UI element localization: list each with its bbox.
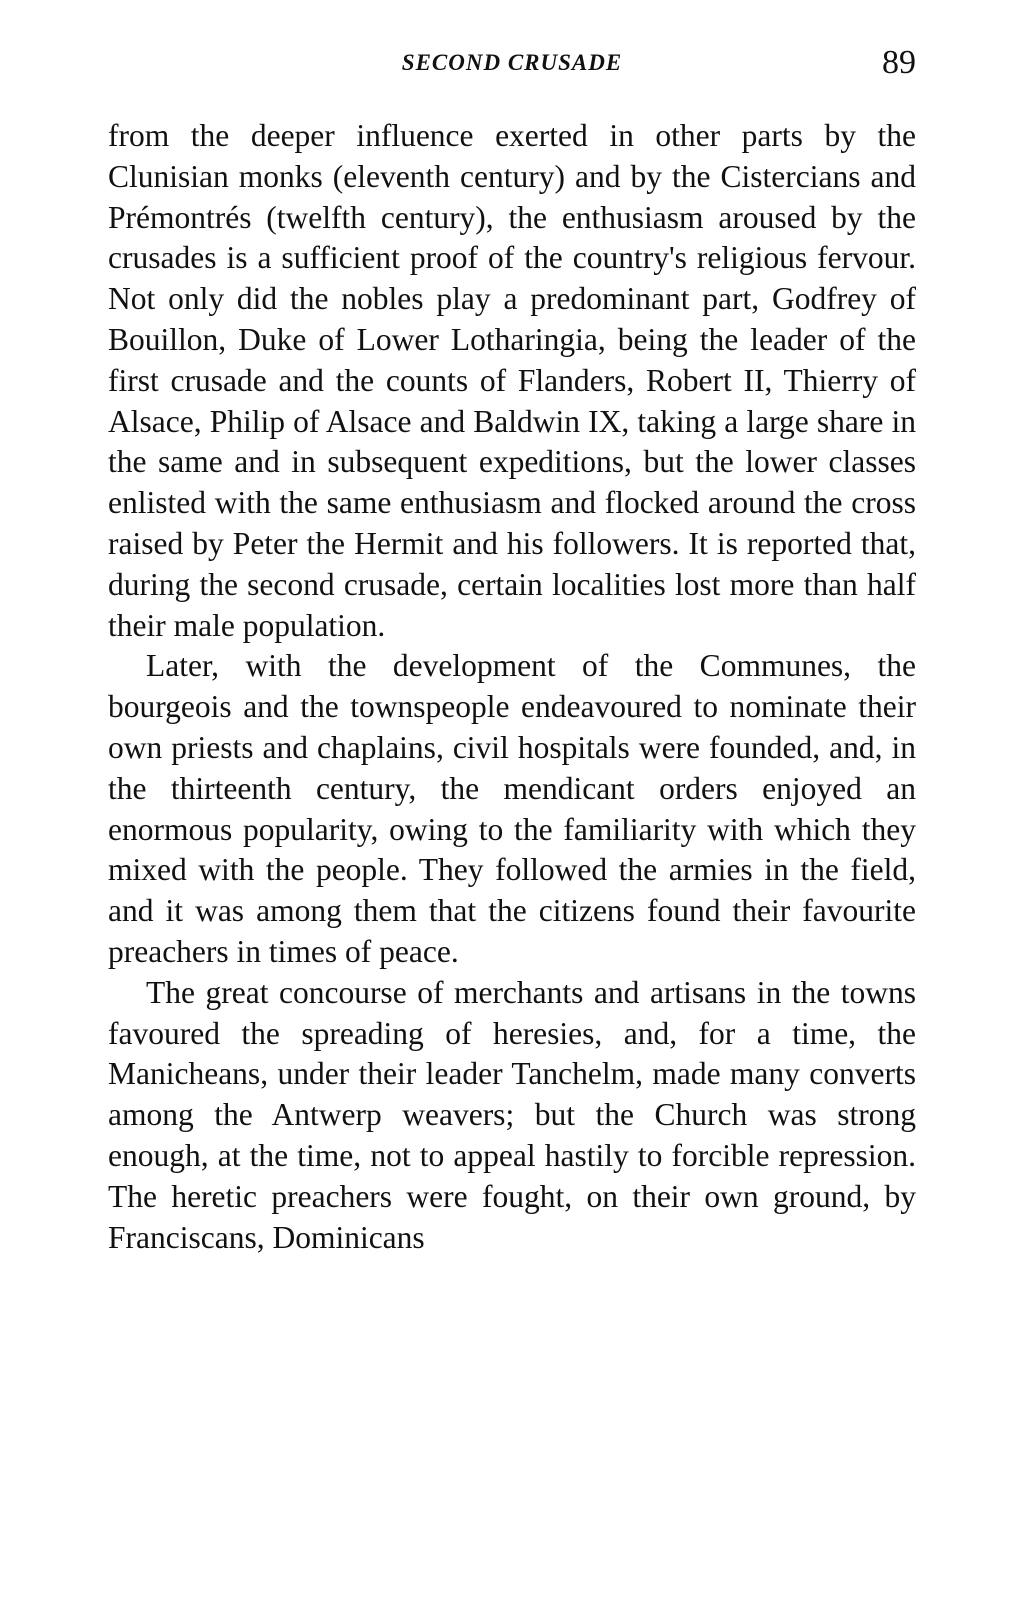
page-number: 89	[882, 44, 916, 81]
paragraph-1: from the deeper influence exerted in other parts by the Clunisian monks (eleventh century) and by the Cistercians and Prémontrés (twelfth century), the enthusiasm aroused by the crusades is a sufficient proof of the country's religious fervour. Not only did the nobles play a predominant part, Godfrey of Bouillon, Duke of Lower Lotharingia, being the leader of the first crusade and the counts of Flanders, Robert II, Thierry of Alsace, Philip of Alsace and Baldwin IX, taking a large share in the same and in subsequent expeditions, but the lower classes enlisted with the same enthusiasm and flocked around the cross raised by Peter the Hermit and his followers. It is reported that, during the second crusade, certain localities lost more than half their male population.	[108, 118, 916, 643]
book-page	[108, 44, 916, 1258]
page-header	[108, 44, 916, 92]
body-text	[108, 116, 916, 1258]
running-head: SECOND CRUSADE	[401, 50, 623, 75]
paragraph-3: The great concourse of merchants and artisans in the towns favoured the spreading of heresies, and, for a time, the Manicheans, under their leader Tanchelm, made many converts among the Antwerp weavers; but the Church was strong enough, at the time, not to appeal hastily to forcible repression. The heretic preachers were fought, on their own ground, by Franciscans, Dominicans	[108, 974, 916, 1255]
paragraph-2: Later, with the development of the Communes, the bourgeois and the townspeople endeavoured to nominate their own priests and chaplains, civil hospitals were founded, and, in the thirteenth century, the mendicant orders enjoyed an enormous popularity, owing to the familiarity with which they mixed with the people. They followed the armies in the field, and it was among them that the citizens found their favourite preachers in times of peace.	[108, 648, 916, 969]
